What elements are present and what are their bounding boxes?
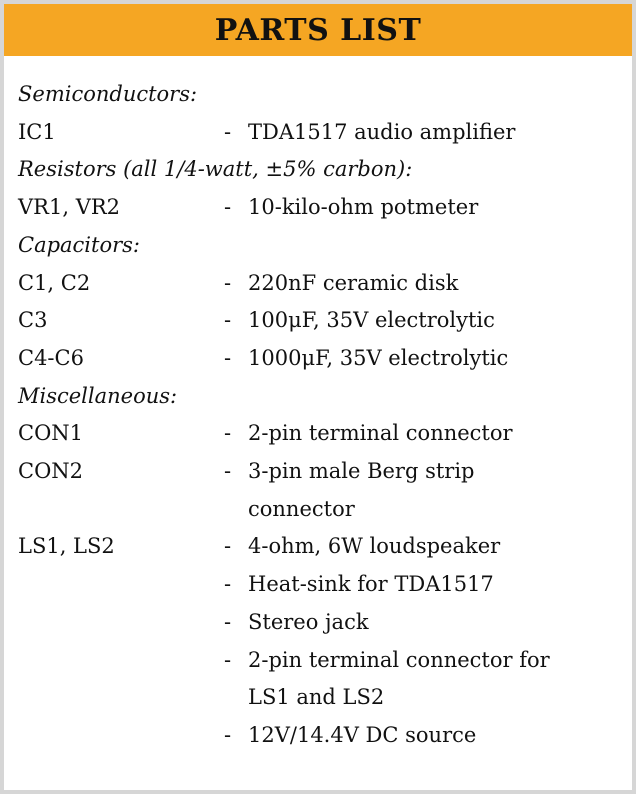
part-row (18, 265, 618, 303)
description-text: Heat-sink for TDA1517 (248, 572, 494, 597)
dash-spacer (224, 679, 248, 717)
part-description (224, 189, 618, 227)
part-reference: CON1 (18, 421, 84, 446)
dash-separator: - (224, 609, 232, 634)
dash-separator: - (224, 308, 232, 333)
part-row-continuation (18, 491, 618, 529)
part-description (224, 642, 618, 680)
dash-separator: - (224, 534, 232, 559)
category-heading: Miscellaneous: (18, 383, 178, 408)
dash-separator: - (224, 647, 232, 672)
part-description (224, 114, 618, 152)
parts-list-title: PARTS LIST (214, 12, 422, 48)
description-text: TDA1517 audio amplifier (248, 119, 516, 144)
part-description (224, 604, 618, 642)
description-text: 2-pin terminal connector for (248, 647, 550, 672)
part-description (224, 415, 618, 453)
part-row (18, 114, 618, 152)
part-row (18, 717, 618, 755)
dash-spacer (224, 491, 248, 529)
part-reference: VR1, VR2 (18, 195, 121, 220)
part-row (18, 415, 618, 453)
part-reference-empty (18, 679, 224, 717)
part-row (18, 340, 618, 378)
part-reference (18, 642, 224, 680)
dash-separator: - (224, 459, 232, 484)
part-description (224, 302, 618, 340)
part-reference (18, 604, 224, 642)
description-text: 2-pin terminal connector (248, 421, 513, 446)
part-reference-empty (18, 491, 224, 529)
dash-separator: - (224, 195, 232, 220)
description-text: 10-kilo-ohm potmeter (248, 195, 479, 220)
description-text: 3-pin male Berg strip (248, 459, 475, 484)
part-description (224, 528, 618, 566)
description-text: 12V/14.4V DC source (248, 722, 477, 747)
part-reference: C1, C2 (18, 270, 91, 295)
part-row (18, 642, 618, 680)
part-row (18, 528, 618, 566)
part-row (18, 189, 618, 227)
category-heading: Capacitors: (18, 232, 141, 257)
dash-separator: - (224, 421, 232, 446)
part-description (224, 566, 618, 604)
part-row (18, 453, 618, 491)
description-text: connector (248, 496, 355, 521)
description-text: 100μF, 35V electrolytic (248, 308, 495, 333)
part-reference (18, 566, 224, 604)
description-text: 1000μF, 35V electrolytic (248, 345, 509, 370)
part-reference: CON2 (18, 459, 84, 484)
part-reference (18, 717, 224, 755)
description-text: LS1 and LS2 (248, 685, 385, 710)
dash-separator: - (224, 345, 232, 370)
parts-list-body (18, 76, 618, 755)
part-row (18, 604, 618, 642)
parts-list-header (4, 4, 632, 56)
description-text: 220nF ceramic disk (248, 270, 459, 295)
part-reference: C3 (18, 308, 48, 333)
dash-separator: - (224, 270, 232, 295)
dash-separator: - (224, 572, 232, 597)
part-row (18, 566, 618, 604)
description-text: 4-ohm, 6W loudspeaker (248, 534, 501, 559)
part-row (18, 302, 618, 340)
part-description (224, 340, 618, 378)
part-reference: IC1 (18, 119, 56, 144)
description-text: Stereo jack (248, 609, 369, 634)
part-description (224, 717, 618, 755)
part-description (224, 491, 618, 529)
part-description (224, 453, 618, 491)
category-heading: Resistors (all 1/4-watt, ±5% carbon): (18, 157, 413, 182)
part-reference: C4-C6 (18, 345, 84, 370)
category-heading: Semiconductors: (18, 82, 198, 106)
part-description (224, 679, 618, 717)
part-row-continuation (18, 679, 618, 717)
dash-separator: - (224, 119, 232, 144)
part-reference: LS1, LS2 (18, 534, 115, 559)
part-description (224, 265, 618, 303)
dash-separator: - (224, 722, 232, 747)
